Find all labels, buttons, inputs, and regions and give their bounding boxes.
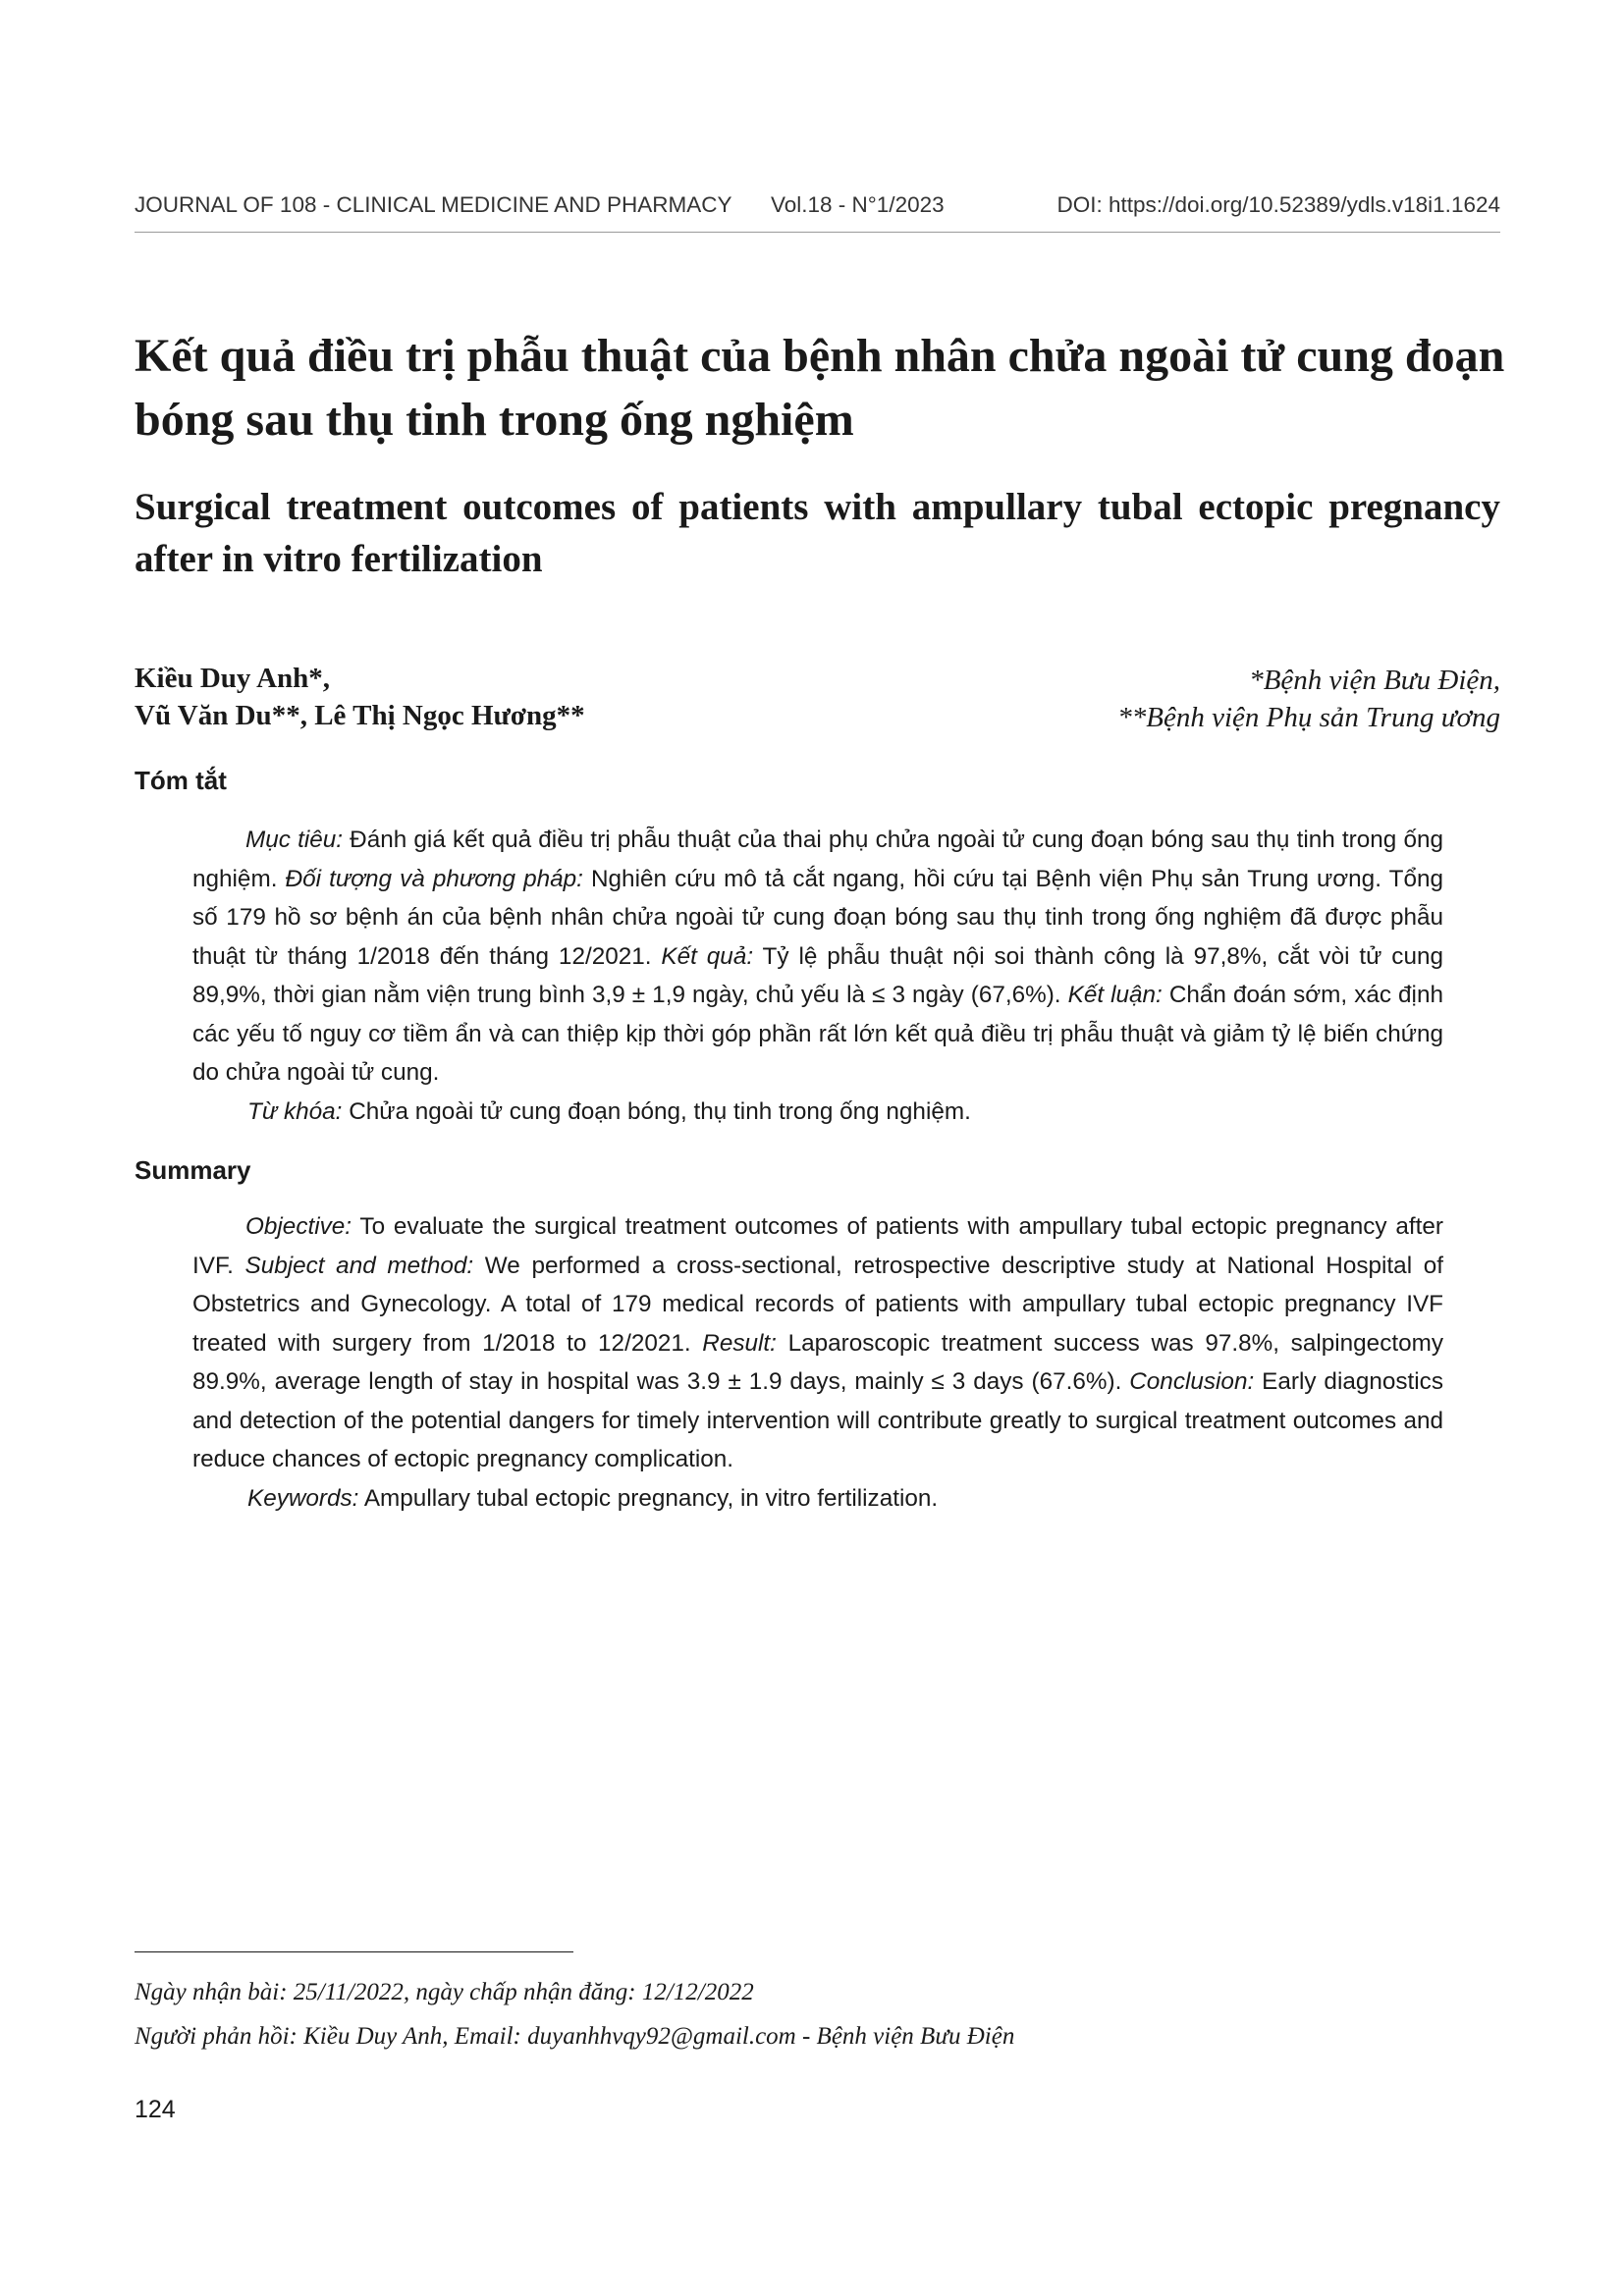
doi-link[interactable]: DOI: https://doi.org/10.52389/ydls.v18i1.1624 [1056,192,1500,217]
objective-text: To evaluate the surgical treatment outcomes of patients with ampullary tubal ectopic pregnancy after IVF. [192,1213,1443,1279]
abstract-english [192,1207,1443,1518]
keywords-en [192,1479,1443,1519]
keywords-vi [192,1093,1443,1132]
keywords-label: Keywords: [247,1484,359,1512]
method-label: Đối tượng và phương pháp: [285,865,583,892]
footnote-divider [135,1951,573,1952]
conclusion-label: Kết luận: [1067,982,1163,1008]
affiliation-list [892,662,1500,736]
footnote-received: Ngày nhận bài: 25/11/2022, ngày chấp nhận đăng: 12/12/2022 [135,1979,754,2005]
page-number: 124 [135,2096,176,2123]
affiliation-line: *Bệnh viện Bưu Điện, [1249,665,1500,696]
abstract-en-body [192,1207,1443,1479]
objective-label: Objective: [245,1213,352,1240]
footnote-correspondence: Người phản hồi: Kiều Duy Anh, Email: duyanhhvqy92@gmail.com - Bệnh viện Bưu Điện [135,2023,1015,2050]
abstract-vietnamese [192,821,1443,1131]
abstract-vi-body [192,821,1443,1093]
result-label: Kết quả: [661,942,754,970]
method-label: Subject and method: [244,1252,474,1279]
title-vietnamese: Kết quả điều trị phẫu thuật của bệnh nhân chửa ngoài tử cung đoạn bóng sau thụ tinh trong ống nghiệm [135,330,1505,446]
keywords-text: Ampullary tubal ectopic pregnancy, in vitro fertilization. [358,1484,939,1512]
author-line: Kiều Duy Anh*, [135,663,331,694]
method-text: Nghiên cứu mô tả cắt ngang, hồi cứu tại Bệnh viện Phụ sản Trung ương. Tổng số 179 hồ sơ bệnh án của bệnh nhân chửa ngoài tử cung đoạn bóng sau thụ tinh trong ống nghiệm đã được phẫu thuật từ tháng 1/2018 đến tháng 12/2021. [192,865,1443,970]
journal-name: JOURNAL OF 108 - CLINICAL MEDICINE AND PHARMACY [135,192,732,217]
method-text: We performed a cross-sectional, retrospective descriptive study at National Hospital of Obstetrics and Gynecology. A total of 179 medical records of patients with ampullary tubal ectopic pregnancy IVF treated with surgery from 1/2018 to 12/2021. [192,1252,1443,1357]
result-text: Laparoscopic treatment success was 97.8%, salpingectomy 89.9%, average length of stay in hospital was 3.9 ± 1.9 days, mainly ≤ 3 days (67.6%). [192,1329,1443,1395]
result-text: Tỷ lệ phẫu thuật nội soi thành công là 97,8%, cắt vòi tử cung 89,9%, thời gian nằm viện trung bình 3,9 ± 1,9 ngày, chủ yếu là ≤ 3 ngày (67,6%). [192,942,1443,1008]
volume-issue: Vol.18 - N°1/2023 [771,192,945,217]
abstract-vi-heading: Tóm tắt [135,766,227,795]
abstract-en-heading: Summary [135,1155,251,1185]
header-divider [135,232,1500,233]
author-list [135,660,743,734]
keywords-label: Từ khóa: [247,1097,343,1125]
result-label: Result: [702,1329,777,1357]
objective-label: Mục tiêu: [245,827,343,853]
conclusion-text: Early diagnostics and detection of the potential dangers for timely intervention will contribute greatly to surgical treatment outcomes and reduce chances of ectopic pregnancy complication. [192,1368,1443,1472]
affiliation-line: **Bệnh viện Phụ sản Trung ương [1117,702,1500,733]
author-line: Vũ Văn Du**, Lê Thị Ngọc Hương** [135,700,585,731]
keywords-text: Chửa ngoài tử cung đoạn bóng, thụ tinh trong ống nghiệm. [342,1097,971,1125]
conclusion-text: Chẩn đoán sớm, xác định các yếu tố nguy cơ tiềm ẩn và can thiệp kịp thời góp phần rất lớn kết quả điều trị phẫu thuật và giảm tỷ lệ biến chứng do chửa ngoài tử cung. [192,982,1443,1086]
conclusion-label: Conclusion: [1129,1368,1255,1395]
objective-text: Đánh giá kết quả điều trị phẫu thuật của thai phụ chửa ngoài tử cung đoạn bóng sau thụ tinh trong ống nghiệm. [192,827,1444,892]
title-english: Surgical treatment outcomes of patients with ampullary tubal ectopic pregnancy after in vitro fertilization [135,486,1500,580]
